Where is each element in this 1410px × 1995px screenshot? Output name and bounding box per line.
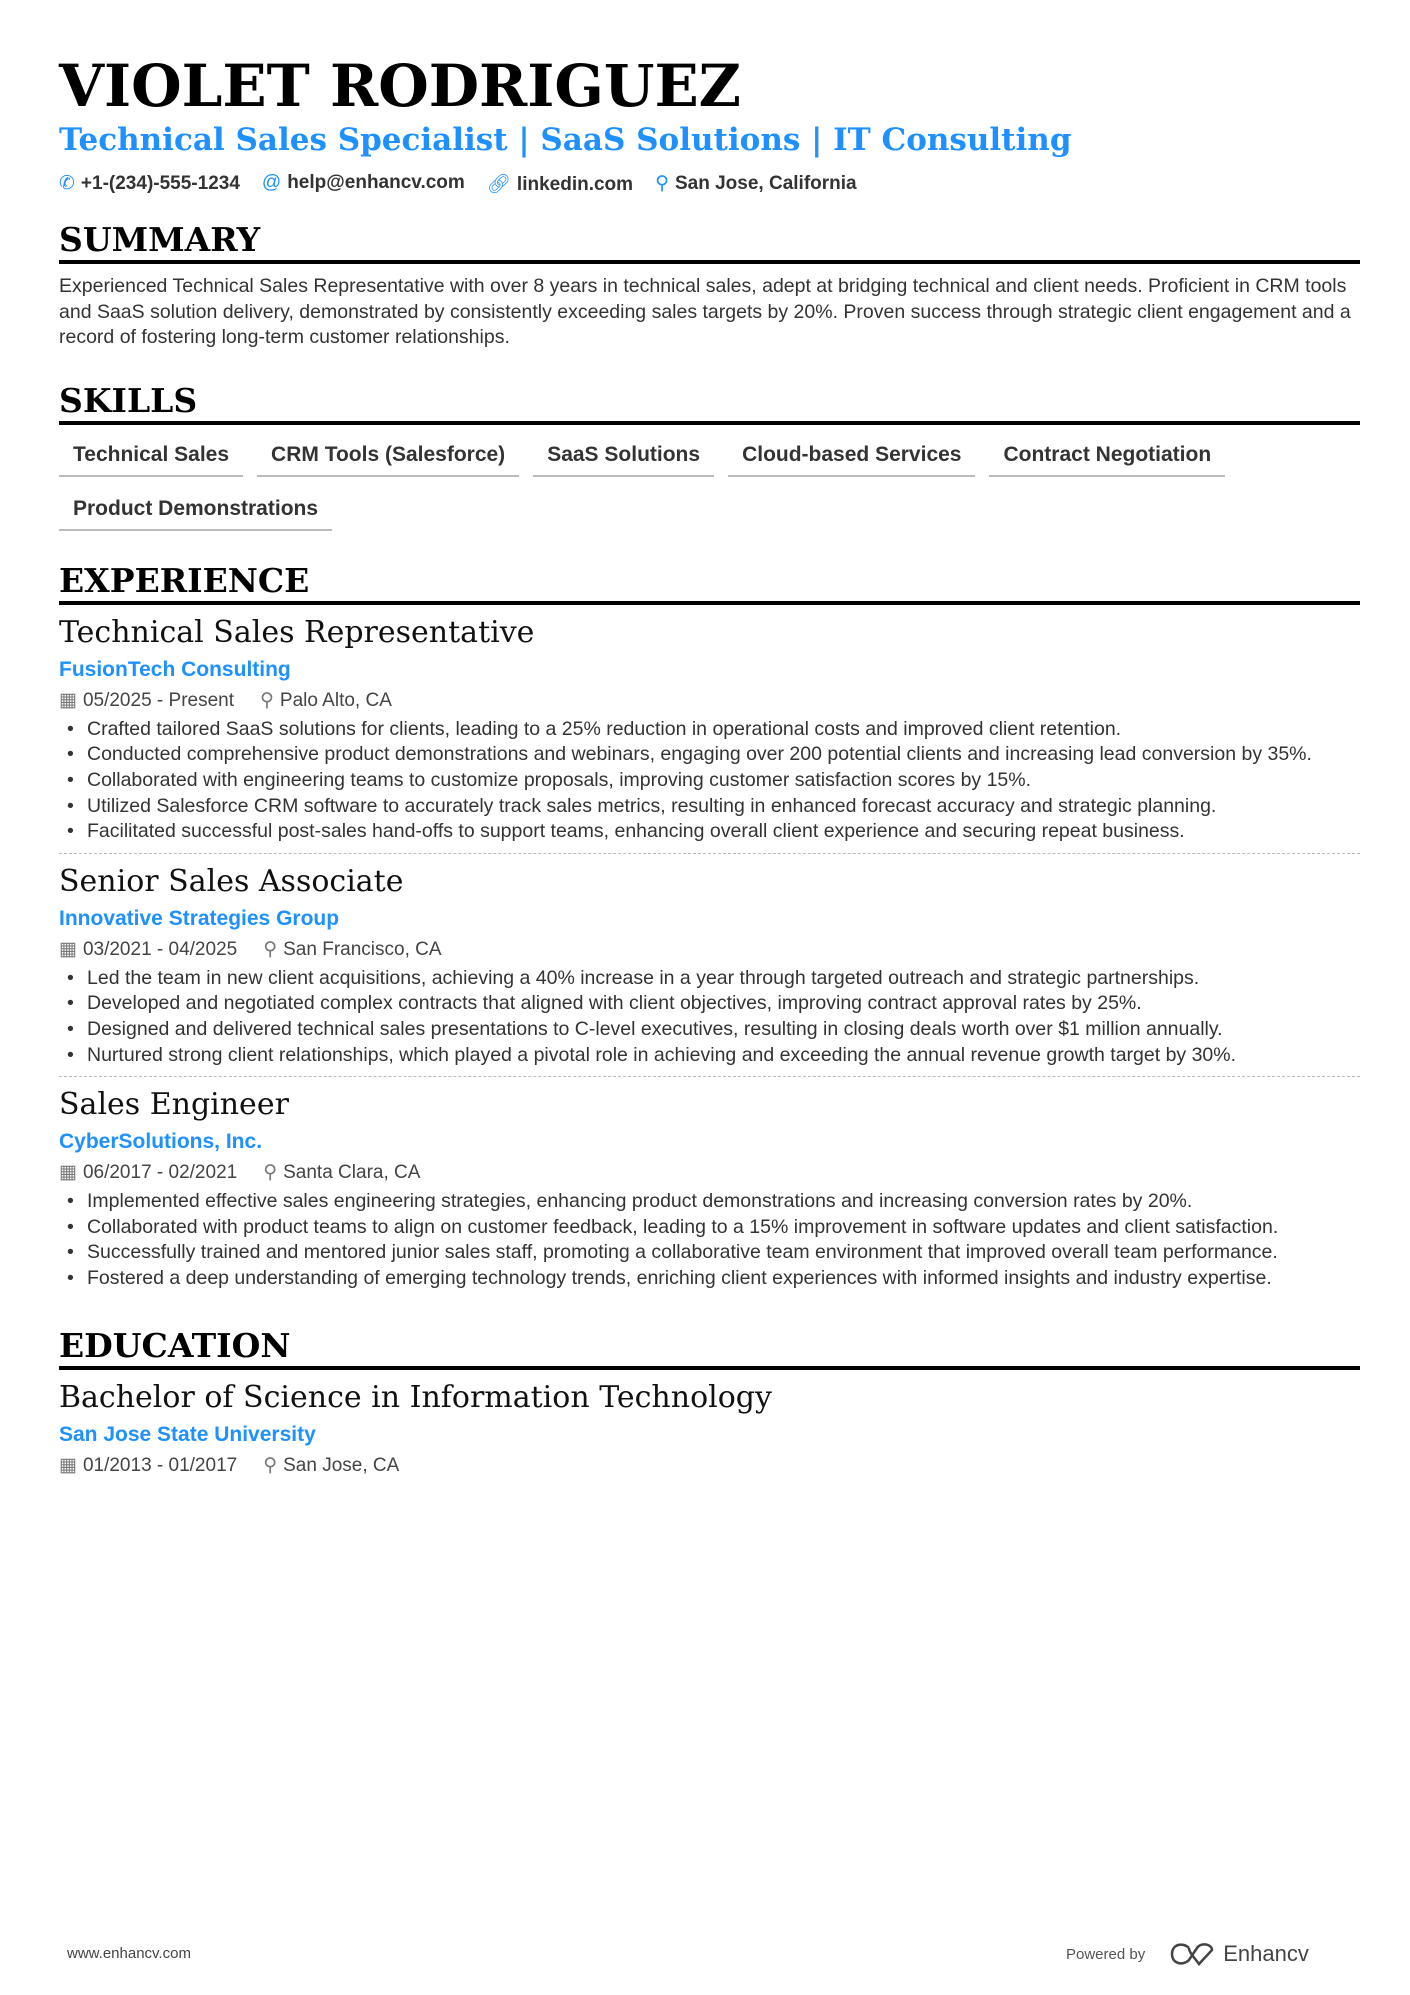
enhancv-logo-icon bbox=[1169, 1942, 1215, 1966]
contact-item[interactable]: @ help@enhancv.com bbox=[261, 172, 465, 193]
location-icon: ⚲ bbox=[263, 1162, 278, 1184]
skill-tag: Technical Sales bbox=[59, 437, 243, 477]
job-title: Technical Sales Representative bbox=[59, 614, 535, 650]
dates: 01/2013 - 01/2017 bbox=[82, 1454, 238, 1476]
section-heading: SKILLS bbox=[59, 381, 1360, 425]
company-name: CyberSolutions, Inc. bbox=[59, 1130, 263, 1154]
skills-section bbox=[59, 381, 1360, 531]
education-section bbox=[59, 1326, 1360, 1488]
dates: 03/2021 - 04/2025 bbox=[82, 938, 238, 960]
job-entry bbox=[59, 605, 1360, 854]
location: San Francisco, CA bbox=[283, 938, 442, 960]
powered-by: Powered by bbox=[1066, 1945, 1146, 1963]
experience-section bbox=[59, 561, 1360, 1300]
job-bullets bbox=[59, 717, 1360, 845]
job-bullet: • Nurtured strong client relationships, which played a pivotal role in achieving and exceeding the annual revenue growth target by 30%. bbox=[59, 1043, 1360, 1069]
section-heading: EXPERIENCE bbox=[59, 561, 1360, 605]
phone-icon: ✆ bbox=[59, 173, 75, 194]
resume bbox=[59, 52, 1360, 1488]
footer-website[interactable]: www.enhancv.com bbox=[67, 1945, 191, 1962]
job-entry bbox=[59, 854, 1360, 1077]
section-heading: SUMMARY bbox=[59, 220, 1360, 264]
contact-item[interactable]: ⚲ San Jose, California bbox=[655, 173, 857, 194]
calendar-icon: ▦ bbox=[59, 689, 77, 711]
at-icon: @ bbox=[261, 172, 282, 193]
dates: 05/2025 - Present bbox=[82, 689, 234, 711]
job-title: Senior Sales Associate bbox=[59, 863, 404, 899]
job-bullet: • Designed and delivered technical sales presentations to C-level executives, resulting in closing deals worth over $1 million annually. bbox=[59, 1017, 1360, 1043]
job-bullet: • Collaborated with product teams to align on customer feedback, leading to a 15% improvement in software updates and client satisfaction. bbox=[59, 1215, 1360, 1241]
section-heading: EDUCATION bbox=[59, 1326, 1360, 1370]
contact-item[interactable]: ✆ +1-(234)-555-1234 bbox=[59, 173, 240, 194]
contact-item[interactable]: 🔗︎ linkedin.com bbox=[486, 174, 634, 195]
summary-text: Experienced Technical Sales Representative with over 8 years in technical sales, adept at bridging technical and client needs. Proficient in CRM tools and SaaS solution delivery, demonstrated by consistently exceeding sales targets by 20%. Proven success through strategic client engagement and a record of fostering long-term customer relationships. bbox=[59, 275, 1351, 349]
job-bullet: • Crafted tailored SaaS solutions for clients, leading to a 25% reduction in operational costs and improved client retention. bbox=[59, 717, 1360, 743]
degree: Bachelor of Science in Information Technology bbox=[59, 1379, 772, 1415]
job-bullet: • Fostered a deep understanding of emerging technology trends, enriching client experiences with informed insights and industry expertise. bbox=[59, 1266, 1360, 1292]
job-title: Sales Engineer bbox=[59, 1087, 289, 1123]
skill-tag: Product Demonstrations bbox=[59, 491, 332, 531]
enhancv-logo: Enhancv bbox=[1169, 1941, 1309, 1967]
location: Palo Alto, CA bbox=[279, 689, 392, 711]
job-bullet: • Facilitated successful post-sales hand-offs to support teams, enhancing overall client experience and securing repeat business. bbox=[59, 819, 1360, 845]
job-bullets bbox=[59, 1189, 1360, 1291]
candidate-name: VIOLET RODRIGUEZ bbox=[59, 52, 742, 120]
location-icon: ⚲ bbox=[263, 938, 278, 960]
job-bullets bbox=[59, 966, 1360, 1068]
location: San Jose, CA bbox=[283, 1454, 400, 1476]
summary-section bbox=[59, 220, 1360, 351]
footer-branding bbox=[1066, 1941, 1309, 1967]
calendar-icon: ▦ bbox=[59, 1162, 77, 1184]
location-icon: ⚲ bbox=[260, 689, 274, 711]
dates: 06/2017 - 02/2021 bbox=[82, 1162, 238, 1184]
job-bullet: • Developed and negotiated complex contracts that aligned with client objectives, improving contract approval rates by 25%. bbox=[59, 991, 1360, 1017]
job-bullet: • Conducted comprehensive product demonstrations and webinars, engaging over 200 potential clients and increasing lead conversion by 35%. bbox=[59, 742, 1360, 768]
job-entry bbox=[59, 1077, 1360, 1299]
location-icon: ⚲ bbox=[263, 1454, 278, 1476]
job-bullet: • Implemented effective sales engineering strategies, enhancing product demonstrations and increasing conversion rates by 20%. bbox=[59, 1189, 1360, 1215]
candidate-title: Technical Sales Specialist | SaaS Solutions | IT Consulting bbox=[59, 122, 1072, 158]
company-name: Innovative Strategies Group bbox=[59, 906, 340, 930]
calendar-icon: ▦ bbox=[59, 1454, 77, 1476]
job-bullet: • Led the team in new client acquisitions, achieving a 40% increase in a year through targeted outreach and strategic partnerships. bbox=[59, 966, 1360, 992]
location-icon: ⚲ bbox=[655, 173, 669, 194]
calendar-icon: ▦ bbox=[59, 938, 77, 960]
skill-tag: Contract Negotiation bbox=[989, 437, 1225, 477]
job-bullet: • Utilized Salesforce CRM software to accurately track sales metrics, resulting in enhanced forecast accuracy and strategic planning. bbox=[59, 794, 1360, 820]
link-icon: 🔗︎ bbox=[486, 174, 511, 195]
location: Santa Clara, CA bbox=[283, 1162, 421, 1184]
job-bullet: • Successfully trained and mentored junior sales staff, promoting a collaborative team environment that improved overall team performance. bbox=[59, 1240, 1360, 1266]
school: San Jose State University bbox=[59, 1422, 316, 1446]
job-bullet: • Collaborated with engineering teams to customize proposals, improving customer satisfaction scores by 15%. bbox=[59, 768, 1360, 794]
skill-tag: Cloud-based Services bbox=[728, 437, 975, 477]
contact-bar bbox=[59, 172, 1360, 196]
skill-tag: CRM Tools (Salesforce) bbox=[257, 437, 519, 477]
company-name: FusionTech Consulting bbox=[59, 657, 291, 681]
skill-tag: SaaS Solutions bbox=[533, 437, 714, 477]
